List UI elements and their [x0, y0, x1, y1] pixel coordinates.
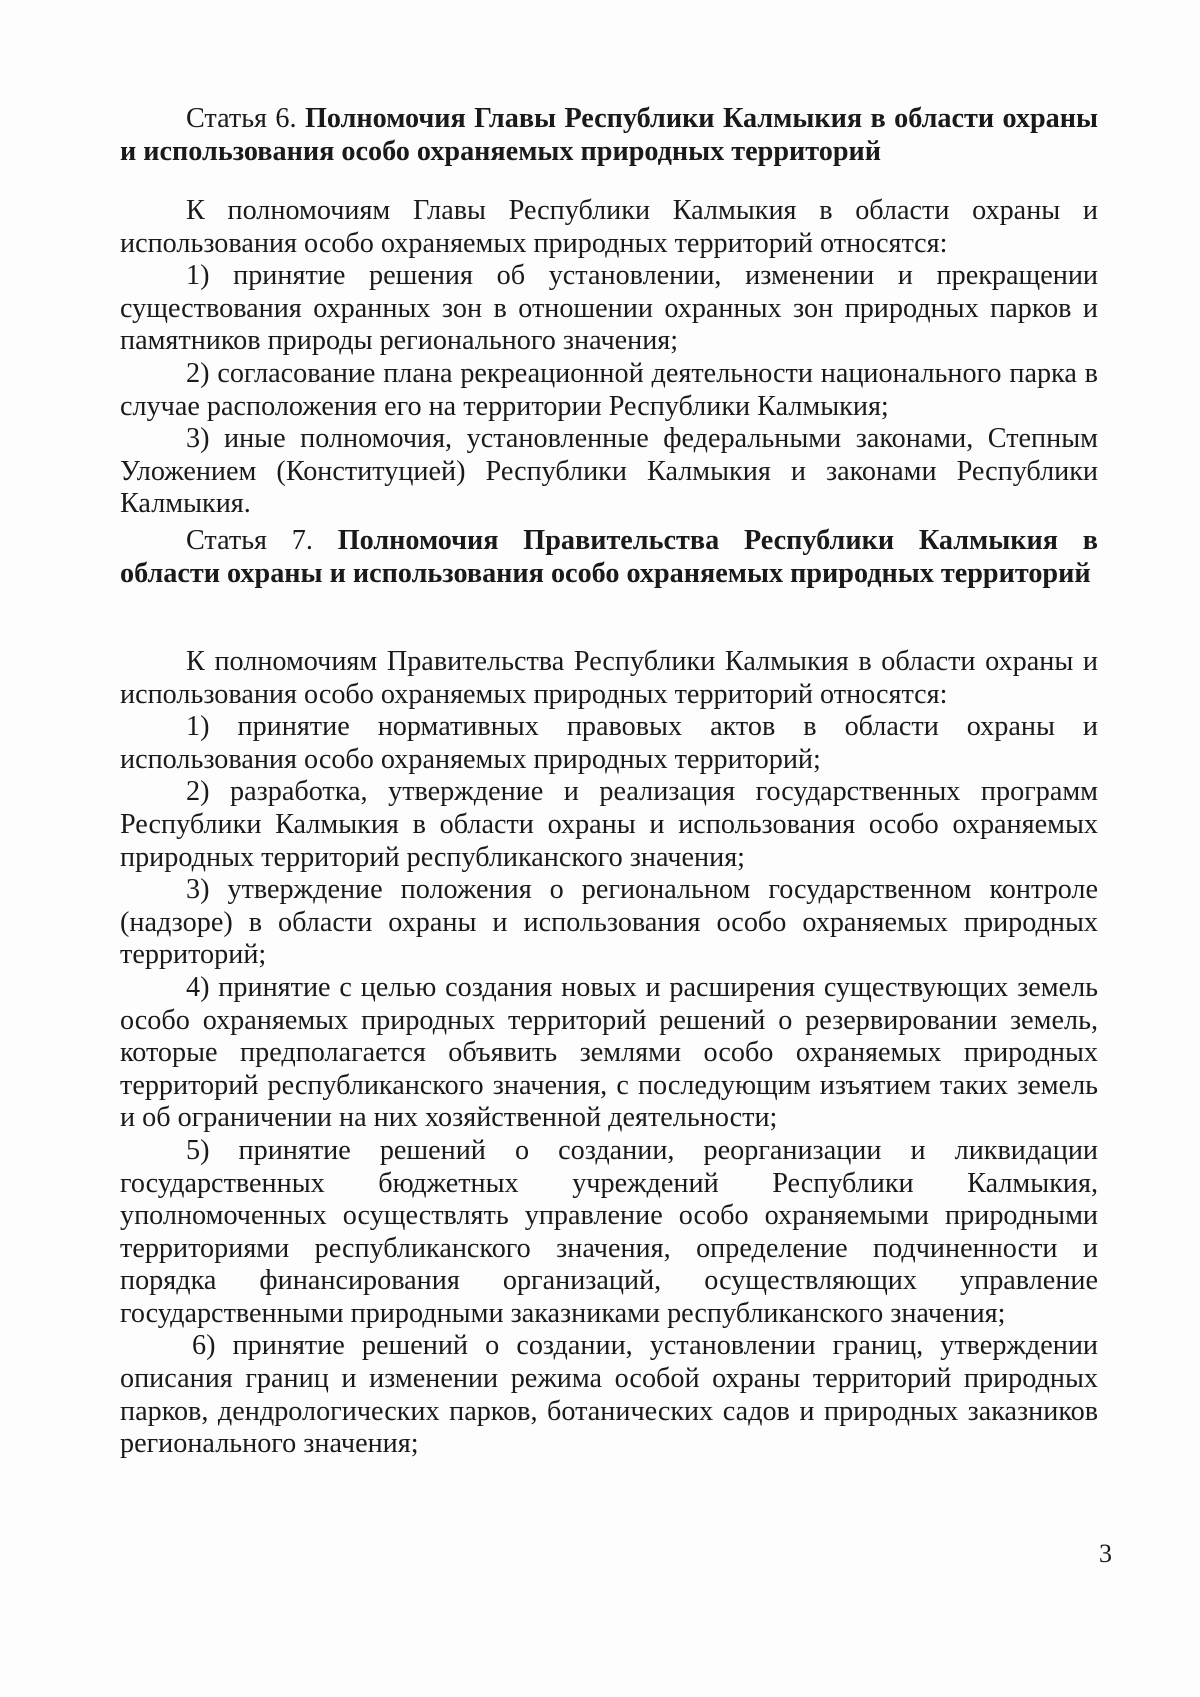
article-6-heading: [120, 103, 1098, 168]
article-7-intro: К полномочиям Правительства Республики Калмыкия в области охраны и использования особо охраняемых природных территорий относятся:: [120, 646, 1098, 710]
article-6-title: Полномочия Главы Республики Калмыкия в области охраны и использования особо охраняемых природных территорий: [120, 103, 1098, 167]
article-7-item-4: 4) принятие с целью создания новых и расширения существующих земель особо охраняемых природных территорий решений о резервировании земель, которые предполагается объявить землями особо охраняемых природных территорий республиканского значения, с последующим изъятием таких земель и об ограничении на них хозяйственной деятельности;: [120, 971, 1098, 1134]
article-6-item-1: 1) принятие решения об установлении, изменении и прекращении существования охранных зон в отношении охранных зон природных парков и памятников природы регионального значения;: [120, 260, 1098, 357]
article-7-title: Полномочия Правительства Республики Калмыкия в области охраны и использования особо охраняемых природных территорий: [120, 525, 1098, 589]
article-6-label: Статья 6.: [186, 103, 297, 134]
article-7-item-3: 3) утверждение положения о региональном государственном контроле (надзоре) в области охраны и использования особо охраняемых природных территорий;: [120, 874, 1098, 971]
article-6-item-2: 2) согласование плана рекреационной деятельности национального парка в случае расположения его на территории Республики Калмыкия;: [120, 357, 1098, 422]
article-7-item-2: 2) разработка, утверждение и реализация государственных программ Республики Калмыкия в области охраны и использования особо охраняемых природных территорий республиканского значения;: [120, 776, 1098, 873]
article-7-item-6: 6) принятие решений о создании, установлении границ, утверждении описания границ и изменении режима особой охраны территорий природных парков, дендрологических парков, ботанических садов и природных заказников регионального значения;: [120, 1330, 1098, 1460]
article-6-item-3: 3) иные полномочия, установленные федеральными законами, Степным Уложением (Конституцией) Республики Калмыкия и законами Республики Калмыкия.: [120, 423, 1098, 520]
article-7-heading: [120, 525, 1098, 590]
article-6-intro: К полномочиям Главы Республики Калмыкия в области охраны и использования особо охраняемых природных территорий относятся:: [120, 195, 1098, 259]
page-number: 3: [1099, 1539, 1112, 1568]
article-6-body: [120, 195, 1098, 521]
article-7-body: [120, 646, 1098, 1461]
article-7-item-5: 5) принятие решений о создании, реорганизации и ликвидации государственных бюджетных учреждений Республики Калмыкия, уполномоченных осуществлять управление особо охраняемыми природными территориями республиканского значения, определение подчиненности и порядка финансирования организаций, осуществляющих управление государственными природными заказниками республиканского значения;: [120, 1134, 1098, 1329]
article-7-label: Статья 7.: [186, 525, 313, 556]
article-7-item-1: 1) принятие нормативных правовых актов в области охраны и использования особо охраняемых природных территорий;: [120, 711, 1098, 775]
